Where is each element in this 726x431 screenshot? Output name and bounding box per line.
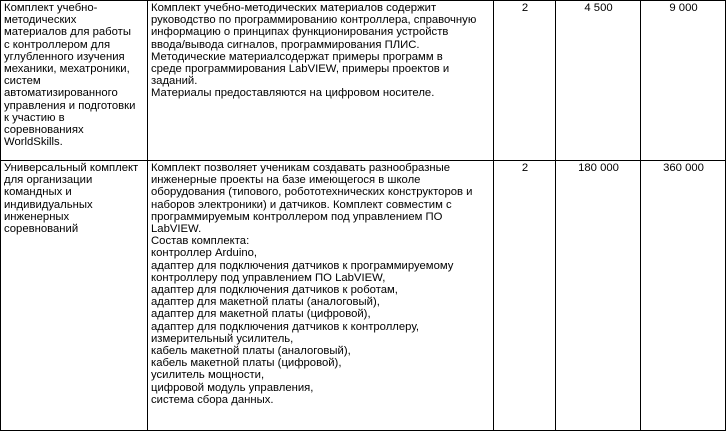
item-name-cell [1, 161, 148, 431]
unit-price-cell: 180 000 [556, 161, 641, 431]
total-cell: 360 000 [641, 161, 726, 431]
item-name-line: соревнованиях [4, 124, 84, 137]
item-name-line: соревнований [4, 223, 79, 236]
description-line: адаптер для подключения датчиков к роботам, [151, 284, 398, 297]
quantity-cell: 2 [494, 161, 556, 431]
total-cell: 9 000 [641, 1, 726, 161]
description-line: оборудования (типового, робототехнических конструкторов и [151, 186, 473, 199]
description-line: кабель макетной платы (аналоговый), [151, 345, 351, 358]
description-line: измерительный усилитель, [151, 332, 294, 345]
description-line: ввода/вывода сигналов, программирования ПЛИС. [151, 38, 420, 51]
description-line: контроллер Arduino, [151, 247, 258, 260]
description-line: информацию о принципах функционирования устройств [151, 26, 449, 39]
item-name-line: командных и [4, 186, 72, 199]
item-name-line: автоматизированного [4, 87, 118, 100]
item-description-cell [148, 161, 494, 431]
description-line: инженерные проекты на базе имеющегося в школе [151, 174, 421, 187]
description-line: Комплект позволяет ученикам создавать разнообразные [151, 162, 451, 174]
item-name-line: систем [4, 75, 41, 88]
item-name-line: методических [4, 14, 77, 27]
item-name-line: материалов для работы [4, 26, 131, 39]
description-line: наборов электроники) и датчиков. Комплект совместим с [151, 198, 452, 211]
description-line: система сбора данных. [151, 393, 274, 406]
description-line: адаптер для подключения датчиков к контроллеру, [151, 320, 419, 333]
item-name-line: Комплект учебно- [4, 2, 98, 14]
description-line: адаптер для макетной платы (аналоговый), [151, 296, 380, 309]
description-line: Материалы предоставляются на цифровом носителе. [151, 87, 435, 100]
quantity-cell: 2 [494, 1, 556, 161]
item-name-line: Универсальный комплект [4, 162, 139, 174]
description-line: Методические материалсодержат примеры программ в [151, 50, 443, 63]
item-name-cell [1, 1, 148, 161]
item-name-line: инженерных [4, 210, 70, 223]
description-line: Состав комплекта: [151, 235, 250, 248]
description-line: адаптер для подключения датчиков к программируемому [151, 259, 454, 272]
item-name-line: с контроллером для [4, 38, 111, 51]
item-name-line: для организации [4, 174, 93, 187]
item-name-line: механики, мехатроники, [4, 63, 130, 76]
description-line: программируемым контроллером под управлением ПО [151, 210, 443, 223]
unit-price-cell: 4 500 [556, 1, 641, 161]
item-name-line: индивидуальных [4, 198, 93, 211]
table-row [1, 1, 726, 161]
description-line: среде программирования LabVIEW, примеры проектов и [151, 63, 450, 76]
description-line: адаптер для макетной платы (цифровой), [151, 308, 371, 321]
description-line: заданий. [151, 75, 198, 88]
item-name-line: WorldSkills. [4, 136, 63, 149]
item-name-line: к участию в [4, 111, 65, 124]
item-description-cell [148, 1, 494, 161]
description-line: цифровой модуль управления, [151, 381, 314, 394]
item-name-line: управления и подготовки [4, 99, 136, 112]
description-line: LabVIEW. [151, 223, 202, 236]
description-line: Комплект учебно-методических материалов содержит [151, 2, 437, 14]
description-line: кабель макетной платы (цифровой), [151, 357, 342, 370]
description-line: контроллеру под управлением ПО LabVIEW, [151, 271, 386, 284]
item-name-line: углубленного изучения [4, 50, 125, 63]
description-line: усилитель мощности, [151, 369, 265, 382]
description-line: руководство по программированию контроллера, справочную [151, 14, 477, 27]
table-row [1, 161, 726, 431]
